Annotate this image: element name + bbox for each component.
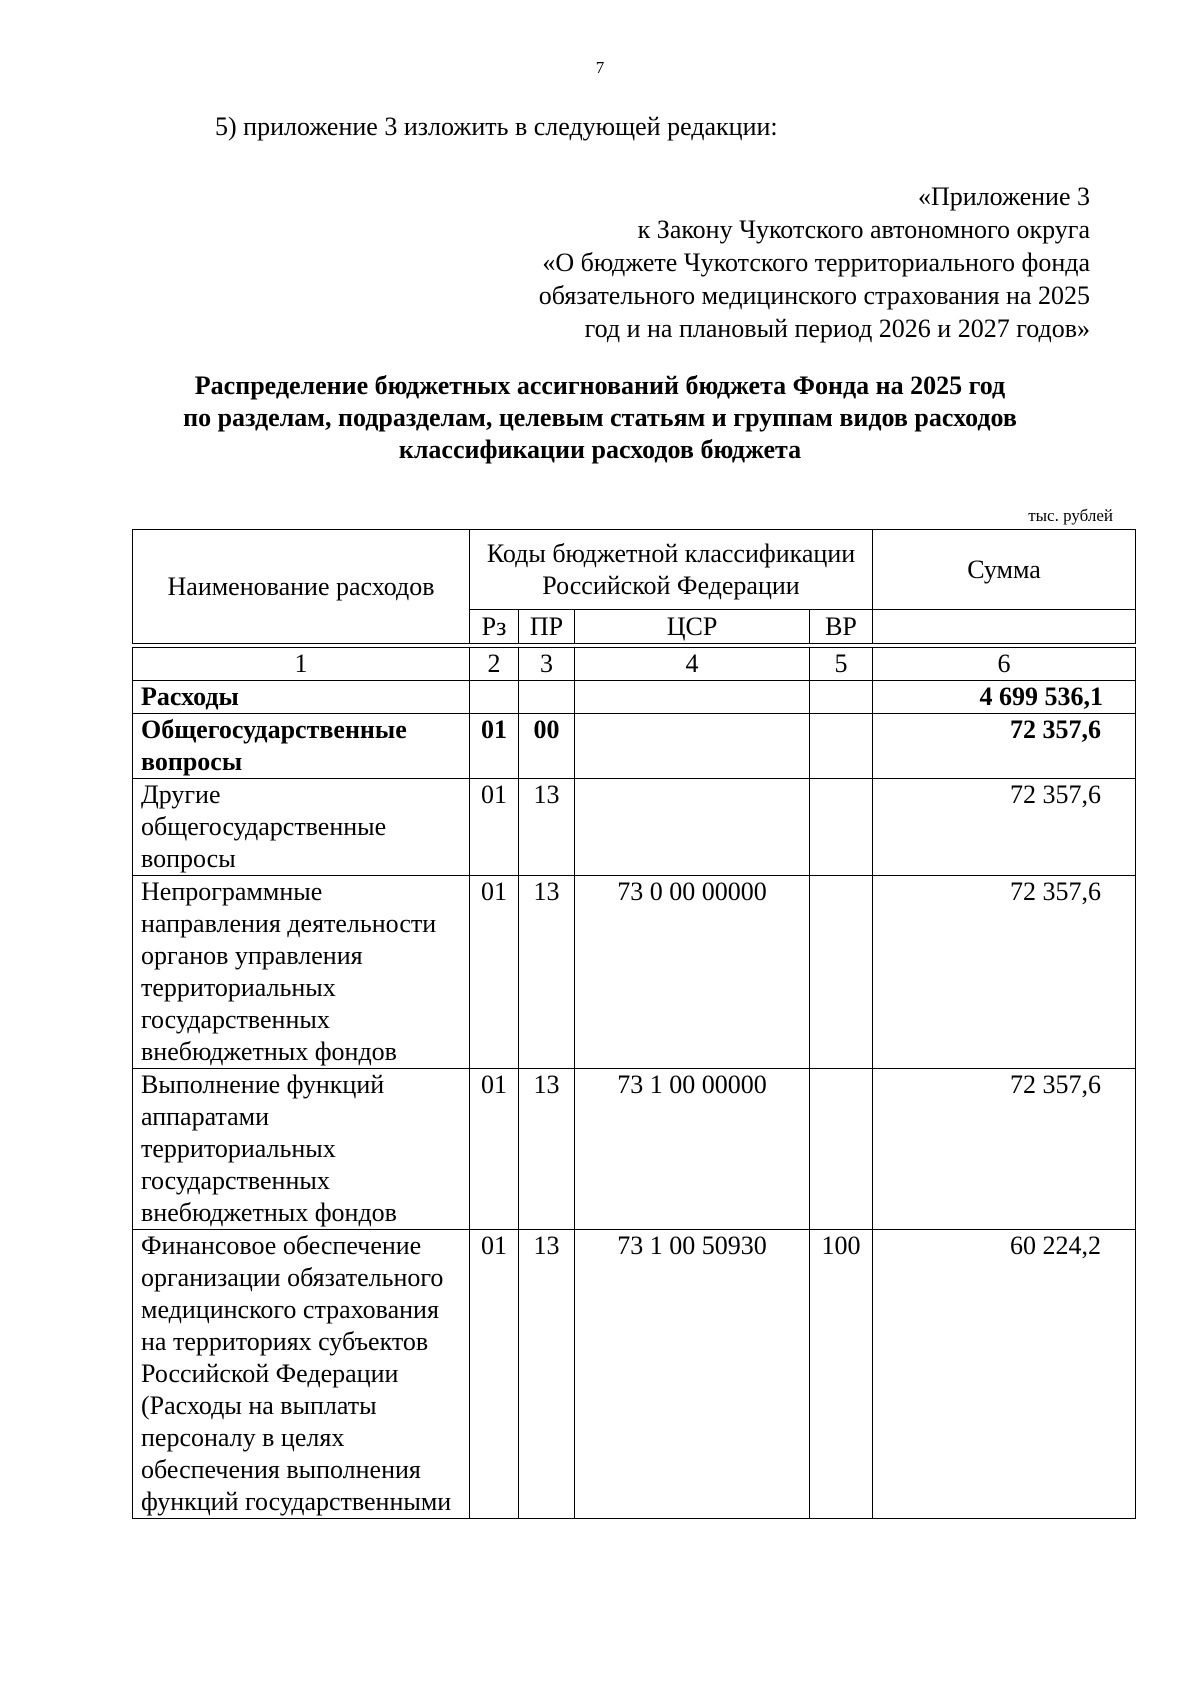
row-vr <box>810 779 873 876</box>
column-number: 1 <box>133 648 470 681</box>
row-name: Выполнение функций аппаратами территориальных государственных внебюджетных фондов <box>133 1069 470 1230</box>
row-rz: 01 <box>470 779 519 876</box>
row-rz <box>470 681 519 714</box>
row-pr: 13 <box>519 1069 575 1230</box>
budget-table <box>132 647 1136 1519</box>
appendix-line: «О бюджете Чукотского территориального фонда <box>542 248 1090 277</box>
column-number: 2 <box>470 648 519 681</box>
appendix-line: «Приложение 3 <box>917 182 1090 211</box>
row-csr <box>575 681 810 714</box>
row-csr: 73 1 00 50930 <box>575 1230 810 1519</box>
row-pr: 13 <box>519 779 575 876</box>
table-row <box>133 681 1136 714</box>
column-number: 5 <box>810 648 873 681</box>
row-vr <box>810 681 873 714</box>
title-line: классификации расходов бюджета <box>398 435 802 464</box>
header-codes: Коды бюджетной классификации Российской Федерации <box>470 530 873 610</box>
table-row <box>133 876 1136 1069</box>
header-sum: Сумма <box>873 530 1136 610</box>
row-pr: 13 <box>519 1230 575 1519</box>
row-sum: 72 357,6 <box>873 779 1136 876</box>
appendix-reference <box>539 180 1090 345</box>
row-name: Финансовое обеспечение организации обязательного медицинского страхования на территориях субъектов Российской Федерации (Расходы на выплаты персоналу в целях обеспечения выполнения функций государственными <box>133 1230 470 1519</box>
column-number: 6 <box>873 648 1136 681</box>
row-pr: 13 <box>519 876 575 1069</box>
header-pr: ПР <box>519 610 575 644</box>
appendix-line: к Закону Чукотского автономного округа <box>637 215 1090 244</box>
row-csr <box>575 779 810 876</box>
row-vr <box>810 714 873 779</box>
row-rz: 01 <box>470 1069 519 1230</box>
row-sum: 72 357,6 <box>873 876 1136 1069</box>
row-sum: 4 699 536,1 <box>873 681 1136 714</box>
row-vr: 100 <box>810 1230 873 1519</box>
appendix-line: обязательного медицинского страхования на 2025 <box>538 281 1090 310</box>
header-name: Наименование расходов <box>133 530 470 644</box>
row-vr <box>810 876 873 1069</box>
row-name: Другие общегосударственные вопросы <box>133 779 470 876</box>
header-vr: ВР <box>810 610 873 644</box>
row-csr: 73 1 00 00000 <box>575 1069 810 1230</box>
row-csr: 73 0 00 00000 <box>575 876 810 1069</box>
row-rz: 01 <box>470 1230 519 1519</box>
column-number-row <box>133 648 1136 681</box>
row-name: Общегосударственные вопросы <box>133 714 470 779</box>
row-rz: 01 <box>470 876 519 1069</box>
table-row <box>133 779 1136 876</box>
row-rz: 01 <box>470 714 519 779</box>
row-csr <box>575 714 810 779</box>
appendix-line: год и на плановый период 2026 и 2027 годов» <box>584 314 1090 343</box>
header-sum-blank <box>873 610 1136 644</box>
row-sum: 72 357,6 <box>873 714 1136 779</box>
row-sum: 72 357,6 <box>873 1069 1136 1230</box>
row-name: Непрограммные направления деятельности органов управления территориальных государственных внебюджетных фондов <box>133 876 470 1069</box>
table-row <box>133 1230 1136 1519</box>
table-row <box>133 714 1136 779</box>
units-label: тыс. рублей <box>1028 506 1113 525</box>
document-title <box>120 370 1080 466</box>
title-line: по разделам, подразделам, целевым статьям и группам видов расходов <box>183 403 1017 432</box>
table-header <box>132 529 1136 644</box>
row-pr: 00 <box>519 714 575 779</box>
column-number: 3 <box>519 648 575 681</box>
table-row <box>133 1069 1136 1230</box>
header-rz: Рз <box>470 610 519 644</box>
row-sum: 60 224,2 <box>873 1230 1136 1519</box>
column-number: 4 <box>575 648 810 681</box>
title-line: Распределение бюджетных ассигнований бюджета Фонда на 2025 год <box>194 371 1006 400</box>
row-pr <box>519 681 575 714</box>
page-number: 7 <box>595 58 605 77</box>
row-name: Расходы <box>133 681 470 714</box>
row-vr <box>810 1069 873 1230</box>
intro-text: 5) приложение 3 изложить в следующей редакции: <box>215 112 778 141</box>
header-csr: ЦСР <box>575 610 810 644</box>
